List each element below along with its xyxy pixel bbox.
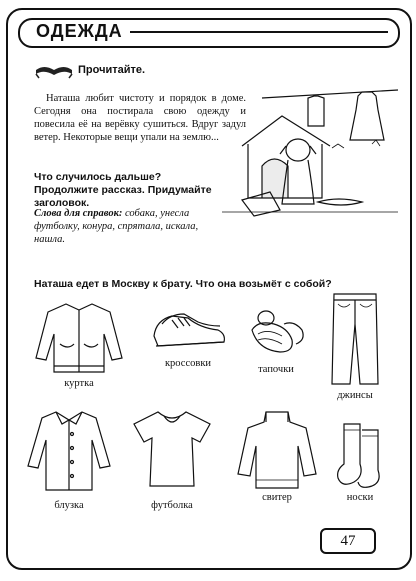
open-book-icon [34,62,74,80]
read-instruction-row [34,62,174,82]
task-line-1: Что случилось дальше? [34,171,162,183]
caption-socks: носки [346,492,374,503]
caption-sweater: свитер [262,492,292,503]
title-bar [18,18,400,48]
item-sweater[interactable] [236,408,318,522]
caption-jacket: куртка [64,378,94,389]
tshirt-icon [130,406,214,490]
item-sneakers[interactable] [148,306,228,376]
jacket-icon [32,298,126,376]
item-tshirt[interactable] [130,406,214,522]
helper-words-label: Слова для справок: [34,208,123,219]
item-blouse[interactable] [26,406,112,522]
sneakers-icon [148,306,228,354]
dog-kennel-illustration [222,88,398,218]
helper-words [34,207,224,246]
task-line-2: Продолжите рассказ. Придумайте заголовок. [34,184,212,209]
sweater-icon [236,408,318,492]
blouse-icon [26,406,112,494]
item-jeans[interactable] [330,290,380,410]
caption-jeans: джинсы [337,390,373,401]
caption-tshirt: футболка [151,500,193,511]
item-socks[interactable] [334,420,386,520]
caption-sneakers: кроссовки [164,358,212,369]
read-instruction: Прочитайте. [78,64,146,76]
caption-blouse: блузка [54,500,84,511]
clothes-question: Наташа едет в Москву к брату. Что она возьмёт с собой? [34,278,332,290]
story-text: Наташа любит чистоту и порядок в доме. Сегодня она постирала свою одежду и повесила её на верёвку сушиться. Вдруг задул ветер. Некоторые вещи упали на землю... [34,93,246,143]
caption-slippers: тапочки [258,364,294,375]
page-title: ОДЕЖДА [36,21,123,41]
task-text [34,171,214,210]
slippers-icon [244,306,308,358]
item-jacket[interactable] [32,298,126,394]
page-number: 47 [320,528,376,554]
item-slippers[interactable] [244,306,308,386]
socks-icon [334,420,386,492]
jeans-icon [330,290,380,386]
helper-words-list: собака, унесла футболку, конура, спрятала, искала, нашла. [34,208,199,245]
